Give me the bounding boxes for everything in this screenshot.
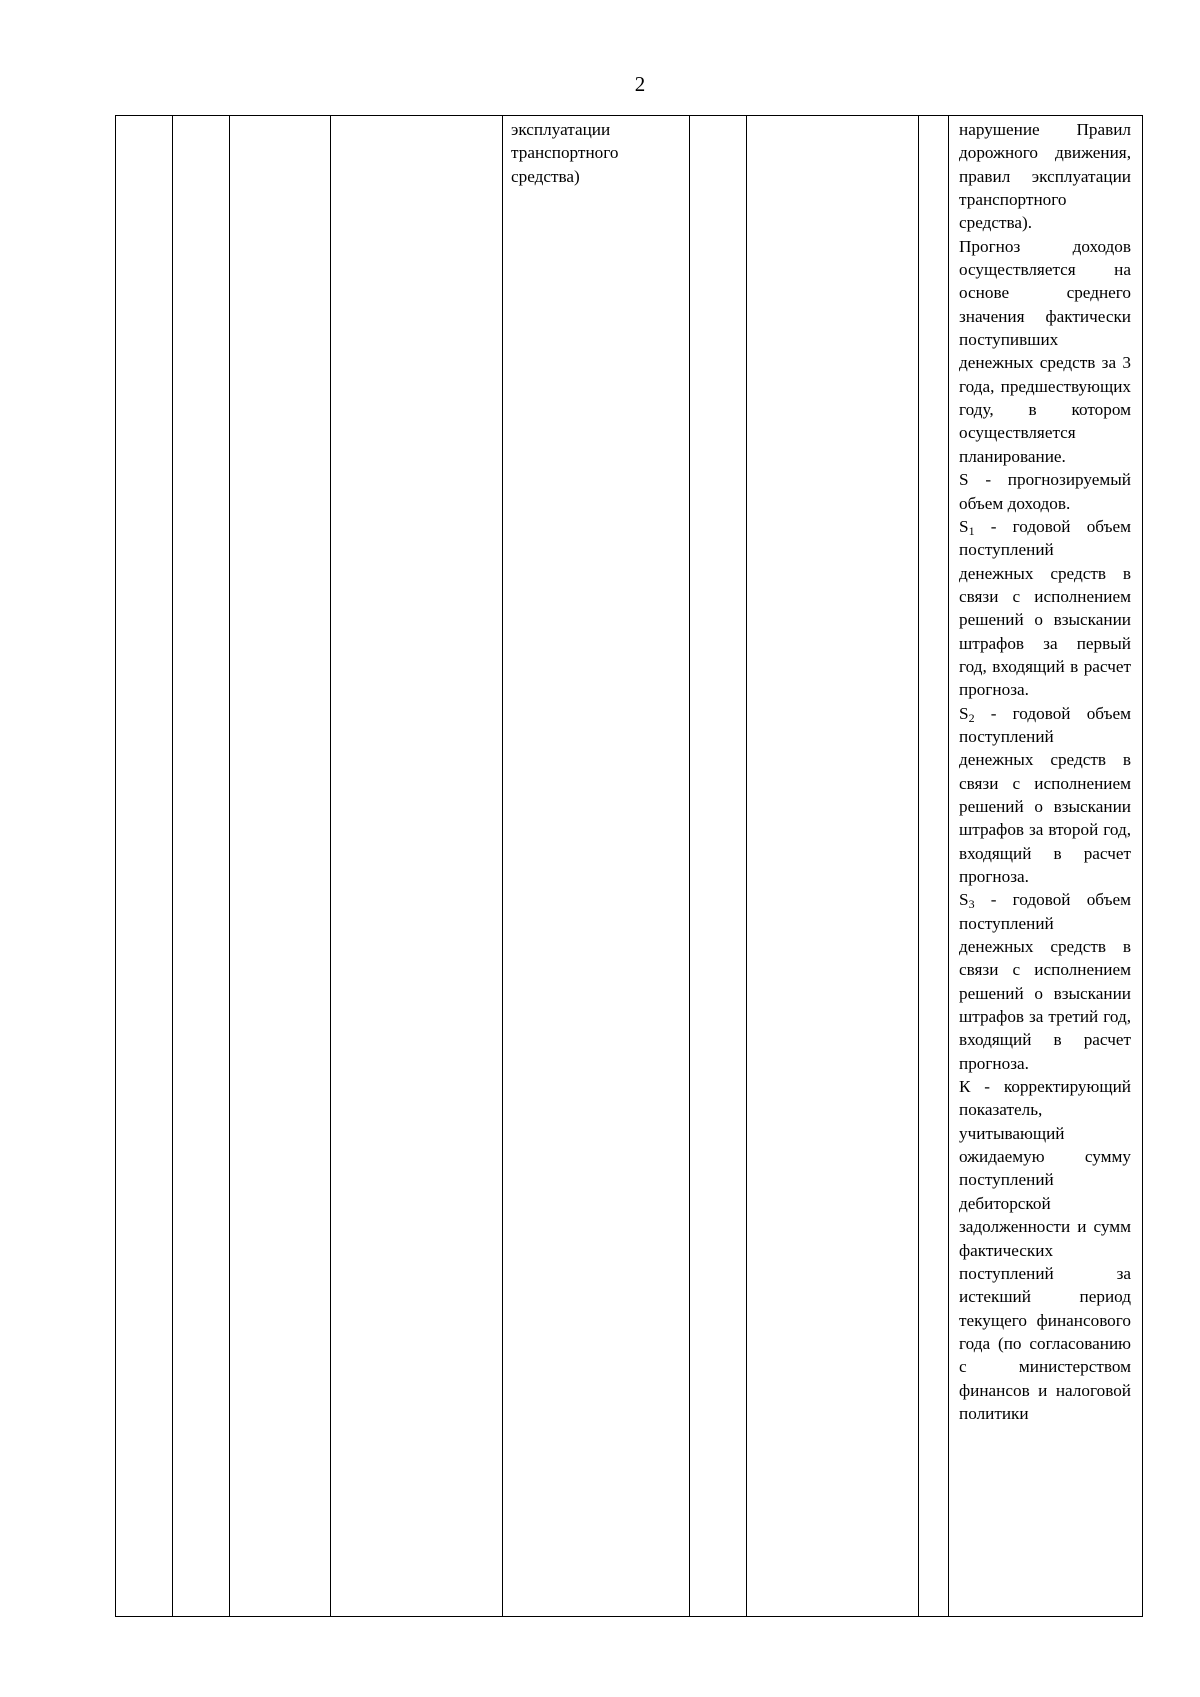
table-cell-col-7 (747, 116, 919, 1617)
table-cell-col-5 (503, 116, 690, 1617)
table-cell-col-1 (116, 116, 173, 1617)
table-cell-col-6 (690, 116, 747, 1617)
document-table (115, 115, 1143, 1617)
table-cell-col-2 (173, 116, 230, 1617)
method-paragraph: К - корректирующий показатель, учитывающий ожидаемую сумму поступлений дебиторской задолженности и сумм фактических поступлений за истекший период текущего финансового года (по согласованию с министерством финансов и налоговой политики (959, 1077, 1131, 1423)
method-paragraph: Прогноз доходов осуществляется на основе среднего значения фактически поступивших денежных средств за 3 года, предшествующих году, в котором осуществляется планирование. (959, 236, 1131, 466)
table-cell-col-4 (331, 116, 503, 1617)
method-paragraph: нарушение Правил дорожного движения, правил эксплуатации транспортного средства). (959, 120, 1131, 233)
table-cell-col-9 (949, 116, 1143, 1617)
method-paragraph: $S_1$ - годовой объем поступлений денежных средств в связи с исполнением решений о взыскании штрафов за первый год, входящий в расчет прогноза. (959, 516, 1131, 700)
method-paragraph: S - прогнозируемый объем доходов. (959, 470, 1131, 513)
table-cell-col-3 (230, 116, 331, 1617)
page-number: 2 (634, 72, 646, 96)
table-row (116, 116, 1143, 1617)
revenue-name-text: эксплуатации транспортного средства) (511, 120, 619, 186)
table-cell-col-8 (919, 116, 949, 1617)
method-paragraph: $S_3$ - годовой объем поступлений денежных средств в связи с исполнением решений о взыскании штрафов за третий год, входящий в расчет прогноза. (959, 890, 1131, 1073)
method-paragraph: $S_2$ - годовой объем поступлений денежных средств в связи с исполнением решений о взыскании штрафов за второй год, входящий в расчет прогноза. (959, 703, 1131, 886)
forecast-method-description (949, 116, 1142, 1425)
